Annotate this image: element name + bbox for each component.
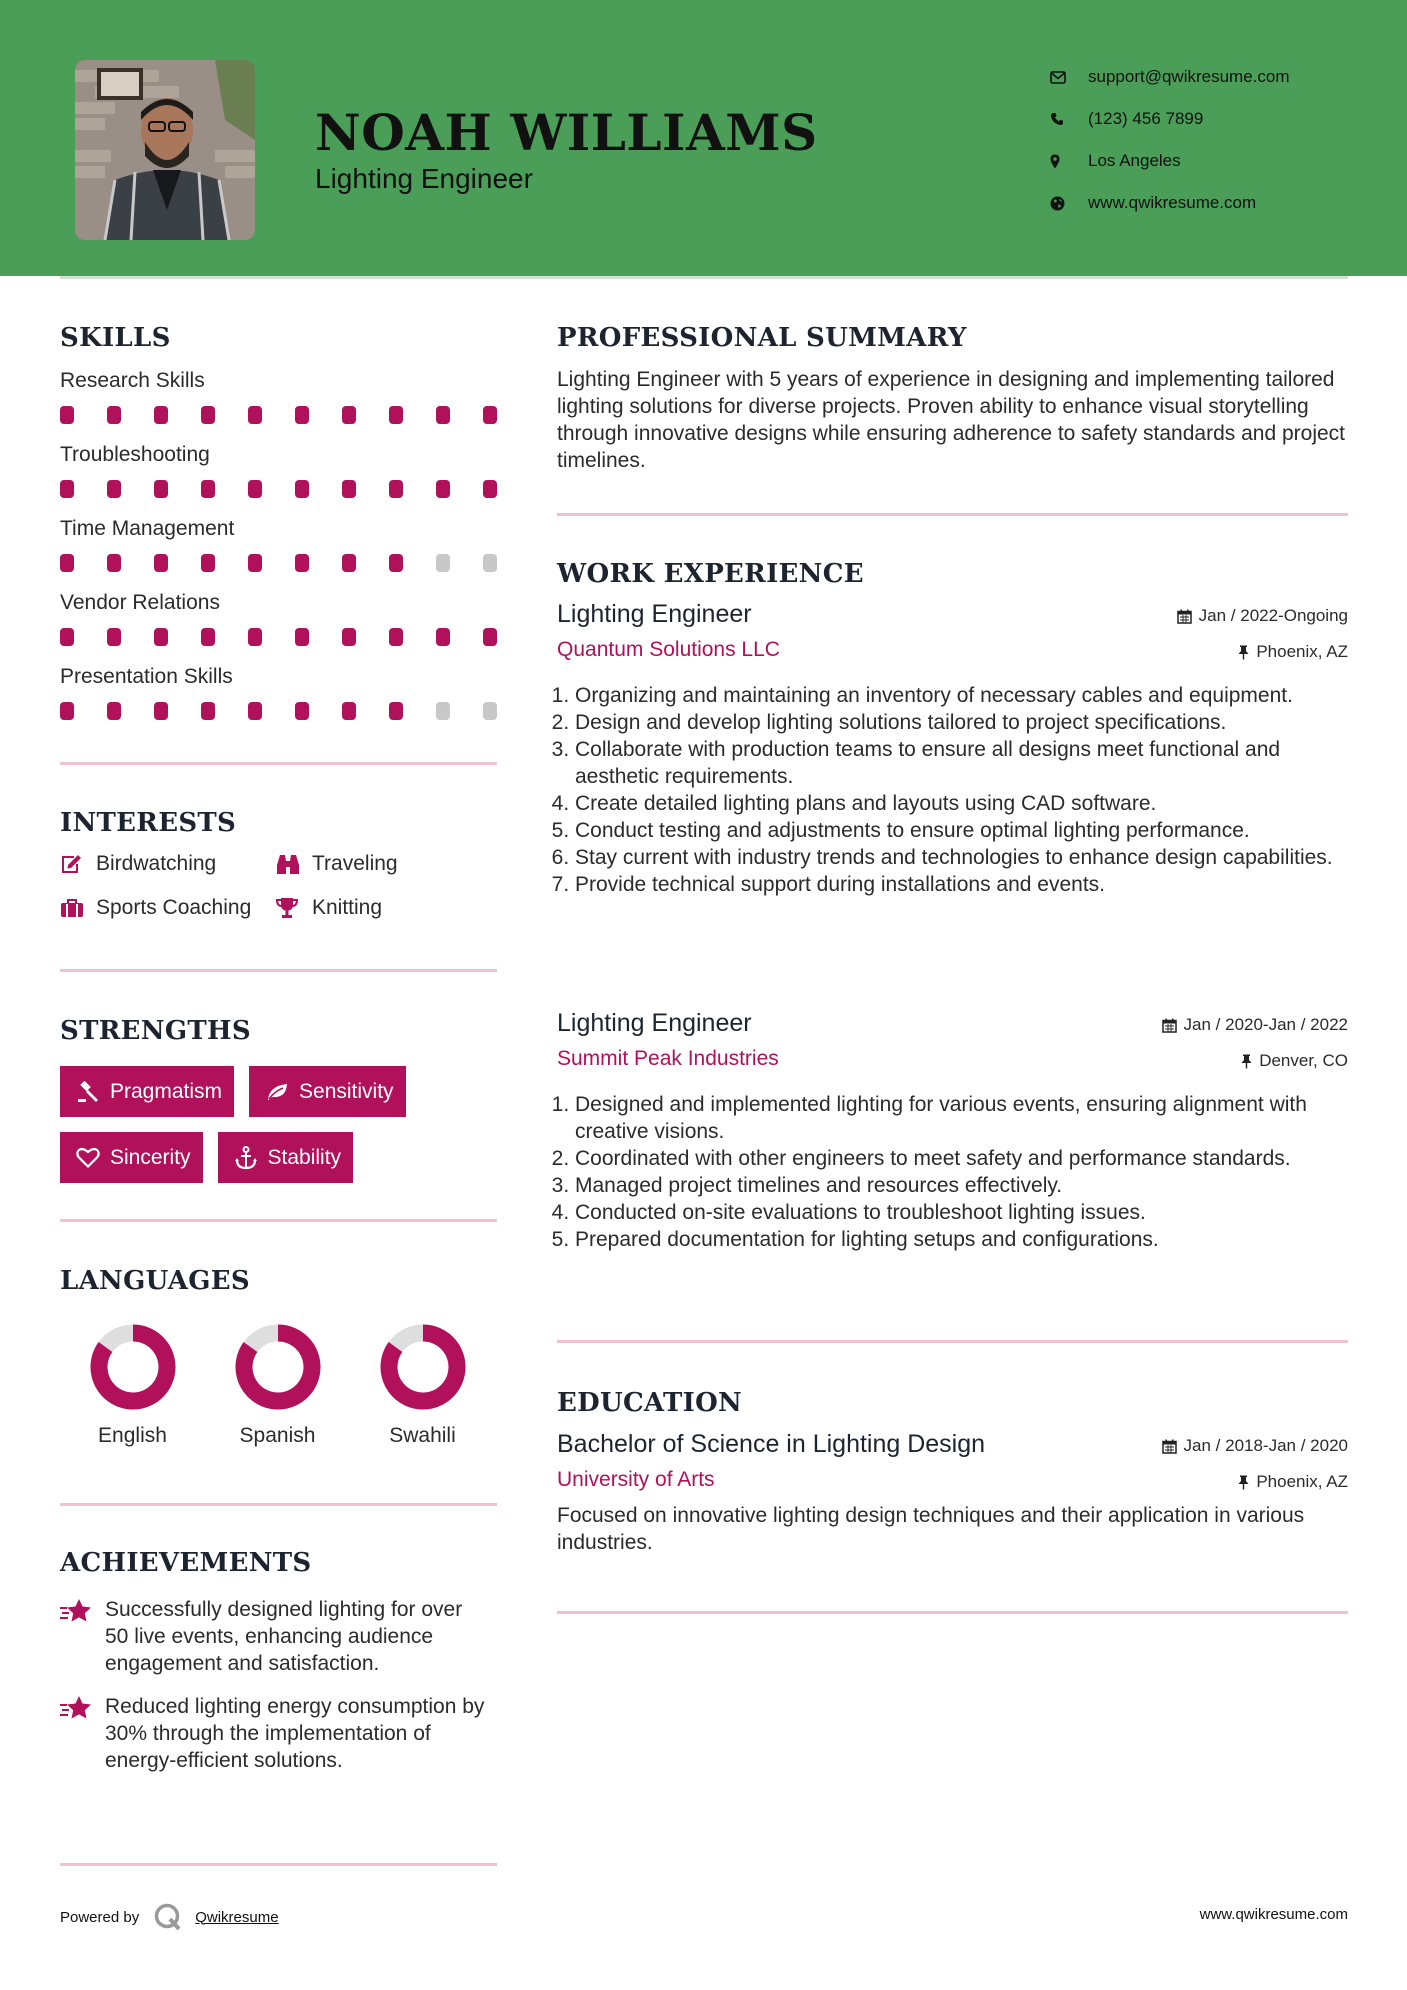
envelope-icon xyxy=(1050,71,1088,84)
language-proficiency-ring xyxy=(88,1322,178,1412)
languages-title: LANGUAGES xyxy=(60,1266,250,1296)
language-item xyxy=(350,1322,495,1448)
pushpin-icon xyxy=(1241,1054,1252,1069)
job-entry xyxy=(557,1009,1348,1253)
skill-dot-filled xyxy=(389,702,403,720)
skill-dot-filled xyxy=(483,480,497,498)
edit-icon xyxy=(60,854,96,874)
candidate-role: Lighting Engineer xyxy=(315,163,533,194)
job-bullet: 2. Design and develop lighting solutions tailored to project specifications. xyxy=(575,709,1348,736)
achievement-text: Reduced lighting energy consumption by 30% through the implementation of energy-efficient solutions. xyxy=(105,1695,485,1772)
skill-dot-filled xyxy=(436,628,450,646)
skill-dot-filled xyxy=(436,406,450,424)
language-item xyxy=(205,1322,350,1448)
qwikresume-link[interactable]: Qwikresume xyxy=(195,1908,279,1926)
strength-badge xyxy=(218,1132,354,1183)
job-location xyxy=(1238,642,1348,662)
calendar-icon xyxy=(1177,609,1192,624)
skill-item xyxy=(60,588,497,662)
skill-rating xyxy=(60,548,497,588)
skill-dot-filled xyxy=(295,406,309,424)
education-title: EDUCATION xyxy=(557,1388,743,1418)
contact-email-text: support@qwikresume.com xyxy=(1088,67,1290,86)
contact-phone[interactable] xyxy=(1050,98,1290,140)
skill-dot-filled xyxy=(154,480,168,498)
skill-dot-filled xyxy=(154,702,168,720)
job-bullet: 1. Organizing and maintaining an inventory of necessary cables and equipment. xyxy=(575,682,1348,709)
skill-dot-filled xyxy=(248,480,262,498)
section-divider xyxy=(60,969,497,972)
strength-badge xyxy=(60,1132,203,1183)
strength-badge xyxy=(249,1066,406,1117)
section-divider xyxy=(557,513,1348,516)
interest-item xyxy=(60,894,276,921)
achievement-item xyxy=(60,1693,500,1774)
skill-dot-filled xyxy=(248,702,262,720)
contact-email[interactable] xyxy=(1050,56,1290,98)
skill-dot-filled xyxy=(295,628,309,646)
skill-dot-empty xyxy=(436,554,450,572)
skill-dot-filled xyxy=(60,702,74,720)
footer-website[interactable]: www.qwikresume.com xyxy=(1199,1906,1348,1923)
skill-dot-filled xyxy=(154,406,168,424)
interests-list xyxy=(60,850,440,921)
pushpin-icon xyxy=(1238,645,1249,660)
job-bullet: 4. Conducted on-site evaluations to troubleshoot lighting issues. xyxy=(575,1199,1348,1226)
phone-icon xyxy=(1050,112,1088,126)
skill-dot-filled xyxy=(389,406,403,424)
skill-dot-filled xyxy=(295,702,309,720)
skill-rating xyxy=(60,400,497,440)
skill-dot-filled xyxy=(107,480,121,498)
section-divider xyxy=(557,1611,1348,1614)
footer-powered-by xyxy=(60,1902,279,1932)
job-company: Quantum Solutions LLC xyxy=(557,638,780,661)
language-name: English xyxy=(98,1424,167,1447)
skill-dot-filled xyxy=(201,480,215,498)
skill-dot-filled xyxy=(60,628,74,646)
achievements-title: ACHIEVEMENTS xyxy=(60,1548,312,1578)
contact-phone-text: (123) 456 7899 xyxy=(1088,109,1204,128)
job-location xyxy=(1241,1051,1348,1071)
job-bullet: 4. Create detailed lighting plans and layouts using CAD software. xyxy=(575,790,1348,817)
heart-icon xyxy=(70,1147,106,1168)
skills-title: SKILLS xyxy=(60,323,171,353)
job-bullet: 6. Stay current with industry trends and technologies to enhance design capabilities. xyxy=(575,844,1348,871)
strength-label: Pragmatism xyxy=(110,1079,223,1103)
skill-dot-filled xyxy=(436,480,450,498)
job-bullets xyxy=(557,1091,1348,1253)
interest-label: Sports Coaching xyxy=(96,895,252,919)
language-name: Spanish xyxy=(239,1424,316,1447)
profile-photo xyxy=(75,60,255,240)
section-divider xyxy=(60,1219,497,1222)
skill-dot-filled xyxy=(342,628,356,646)
skill-dot-filled xyxy=(389,554,403,572)
skill-dot-filled xyxy=(342,480,356,498)
job-location-text: Phoenix, AZ xyxy=(1256,642,1348,661)
skill-item xyxy=(60,514,497,588)
job-date xyxy=(1177,606,1348,626)
job-date-text: Jan / 2020-Jan / 2022 xyxy=(1183,1015,1348,1034)
candidate-name: NOAH WILLIAMS xyxy=(315,103,818,162)
strengths-title: STRENGTHS xyxy=(60,1016,251,1046)
summary-text: Lighting Engineer with 5 years of experience in designing and implementing tailored lighting solutions for diverse projects. Proven ability to enhance visual storytelling through innovative designs while ensuring adherence to safety standards and project timelines. xyxy=(557,368,1346,472)
strength-label: Stability xyxy=(267,1145,342,1169)
skill-item xyxy=(60,440,497,514)
skill-dot-empty xyxy=(436,702,450,720)
languages-list xyxy=(60,1322,500,1448)
skill-dot-filled xyxy=(483,628,497,646)
job-entry xyxy=(557,600,1348,898)
contact-list xyxy=(1050,56,1290,224)
interest-item xyxy=(276,850,436,877)
job-company: Summit Peak Industries xyxy=(557,1047,779,1070)
binoculars-icon xyxy=(276,853,312,875)
skill-dot-filled xyxy=(154,628,168,646)
job-bullet: 7. Provide technical support during installations and events. xyxy=(575,871,1348,898)
language-name: Swahili xyxy=(389,1424,456,1447)
degree-title: Bachelor of Science in Lighting Design xyxy=(557,1430,986,1458)
strength-badge xyxy=(60,1066,234,1117)
language-proficiency-ring xyxy=(378,1322,468,1412)
education-entry xyxy=(557,1430,1348,1556)
map-marker-icon xyxy=(1050,154,1088,169)
skill-dot-filled xyxy=(60,554,74,572)
interest-item xyxy=(60,850,276,877)
job-bullet: 5. Conduct testing and adjustments to ensure optimal lighting performance. xyxy=(575,817,1348,844)
skill-rating xyxy=(60,622,497,662)
skill-dot-filled xyxy=(389,480,403,498)
contact-location xyxy=(1050,140,1290,182)
skill-dot-filled xyxy=(107,628,121,646)
summary-title: PROFESSIONAL SUMMARY xyxy=(557,323,967,353)
skill-dot-filled xyxy=(107,406,121,424)
job-bullet: 5. Prepared documentation for lighting setups and configurations. xyxy=(575,1226,1348,1253)
job-bullet: 2. Coordinated with other engineers to meet safety and performance standards. xyxy=(575,1145,1348,1172)
job-title: Lighting Engineer xyxy=(557,1009,752,1037)
skill-dot-filled xyxy=(107,702,121,720)
achievement-item xyxy=(60,1596,500,1677)
job-bullet: 1. Designed and implemented lighting for various events, ensuring alignment with creative visions. xyxy=(575,1091,1348,1145)
language-item xyxy=(60,1322,205,1448)
calendar-icon xyxy=(1162,1439,1177,1454)
section-divider xyxy=(60,762,497,765)
experience-title: WORK EXPERIENCE xyxy=(557,559,864,589)
skill-dot-filled xyxy=(483,406,497,424)
job-date-text: Jan / 2022-Ongoing xyxy=(1198,606,1348,625)
skill-dot-filled xyxy=(60,480,74,498)
skill-dot-filled xyxy=(248,406,262,424)
interests-title: INTERESTS xyxy=(60,808,237,838)
header-divider xyxy=(60,276,1348,279)
skill-dot-filled xyxy=(248,554,262,572)
skill-dot-filled xyxy=(201,554,215,572)
skill-dot-filled xyxy=(342,554,356,572)
school-name: University of Arts xyxy=(557,1468,715,1491)
contact-location-text: Los Angeles xyxy=(1088,151,1181,170)
skill-dot-filled xyxy=(342,702,356,720)
section-divider xyxy=(60,1863,497,1866)
resume-header xyxy=(0,0,1407,276)
skill-dot-empty xyxy=(483,702,497,720)
strengths-list xyxy=(60,1066,500,1198)
star-icon xyxy=(60,1596,105,1677)
contact-website[interactable] xyxy=(1050,182,1290,224)
skill-item xyxy=(60,662,497,736)
achievements-list xyxy=(60,1596,500,1790)
skill-dot-filled xyxy=(248,628,262,646)
qwikresume-logo-icon xyxy=(153,1902,183,1932)
section-divider xyxy=(557,1340,1348,1343)
globe-icon xyxy=(1050,196,1088,211)
pushpin-icon xyxy=(1238,1475,1249,1490)
job-date xyxy=(1162,1015,1348,1035)
job-bullets xyxy=(557,682,1348,898)
gavel-icon xyxy=(70,1081,106,1103)
contact-website-text: www.qwikresume.com xyxy=(1088,193,1257,212)
skill-dot-filled xyxy=(389,628,403,646)
skill-name: Presentation Skills xyxy=(60,665,233,688)
skill-name: Time Management xyxy=(60,517,235,540)
skill-dot-filled xyxy=(201,628,215,646)
language-proficiency-ring xyxy=(233,1322,323,1412)
trophy-icon xyxy=(276,897,312,919)
skills-list xyxy=(60,366,497,736)
briefcase-icon xyxy=(60,898,96,918)
job-title: Lighting Engineer xyxy=(557,600,752,628)
skill-dot-filled xyxy=(201,702,215,720)
skill-name: Vendor Relations xyxy=(60,591,220,614)
skill-rating xyxy=(60,474,497,514)
job-bullet: 3. Managed project timelines and resources effectively. xyxy=(575,1172,1348,1199)
skill-dot-filled xyxy=(342,406,356,424)
interest-label: Traveling xyxy=(312,851,398,875)
section-divider xyxy=(60,1503,497,1506)
skill-item xyxy=(60,366,497,440)
education-date-text: Jan / 2018-Jan / 2020 xyxy=(1183,1436,1348,1455)
interest-label: Knitting xyxy=(312,895,383,919)
education-location xyxy=(1238,1472,1348,1492)
education-location-text: Phoenix, AZ xyxy=(1256,1472,1348,1491)
skill-dot-filled xyxy=(107,554,121,572)
interest-item xyxy=(276,894,436,921)
skill-dot-filled xyxy=(154,554,168,572)
skill-dot-filled xyxy=(201,406,215,424)
job-location-text: Denver, CO xyxy=(1259,1051,1348,1070)
education-date xyxy=(1162,1436,1348,1456)
skill-dot-filled xyxy=(60,406,74,424)
strength-label: Sincerity xyxy=(110,1145,191,1169)
skill-name: Troubleshooting xyxy=(60,443,210,466)
leaf-icon xyxy=(259,1082,295,1102)
strength-label: Sensitivity xyxy=(299,1079,394,1103)
interest-label: Birdwatching xyxy=(96,851,217,875)
skill-dot-filled xyxy=(295,554,309,572)
job-bullet: 3. Collaborate with production teams to ensure all designs meet functional and aesthetic requirements. xyxy=(575,736,1348,790)
anchor-icon xyxy=(228,1146,264,1170)
skill-dot-filled xyxy=(295,480,309,498)
skill-dot-empty xyxy=(483,554,497,572)
education-description: Focused on innovative lighting design techniques and their application in various industries. xyxy=(557,1504,1305,1554)
powered-by-text: Powered by xyxy=(60,1908,140,1926)
star-icon xyxy=(60,1693,105,1774)
calendar-icon xyxy=(1162,1018,1177,1033)
skill-rating xyxy=(60,696,497,736)
skill-name: Research Skills xyxy=(60,369,205,392)
achievement-text: Successfully designed lighting for over 50 live events, enhancing audience engagement and satisfaction. xyxy=(105,1598,463,1675)
